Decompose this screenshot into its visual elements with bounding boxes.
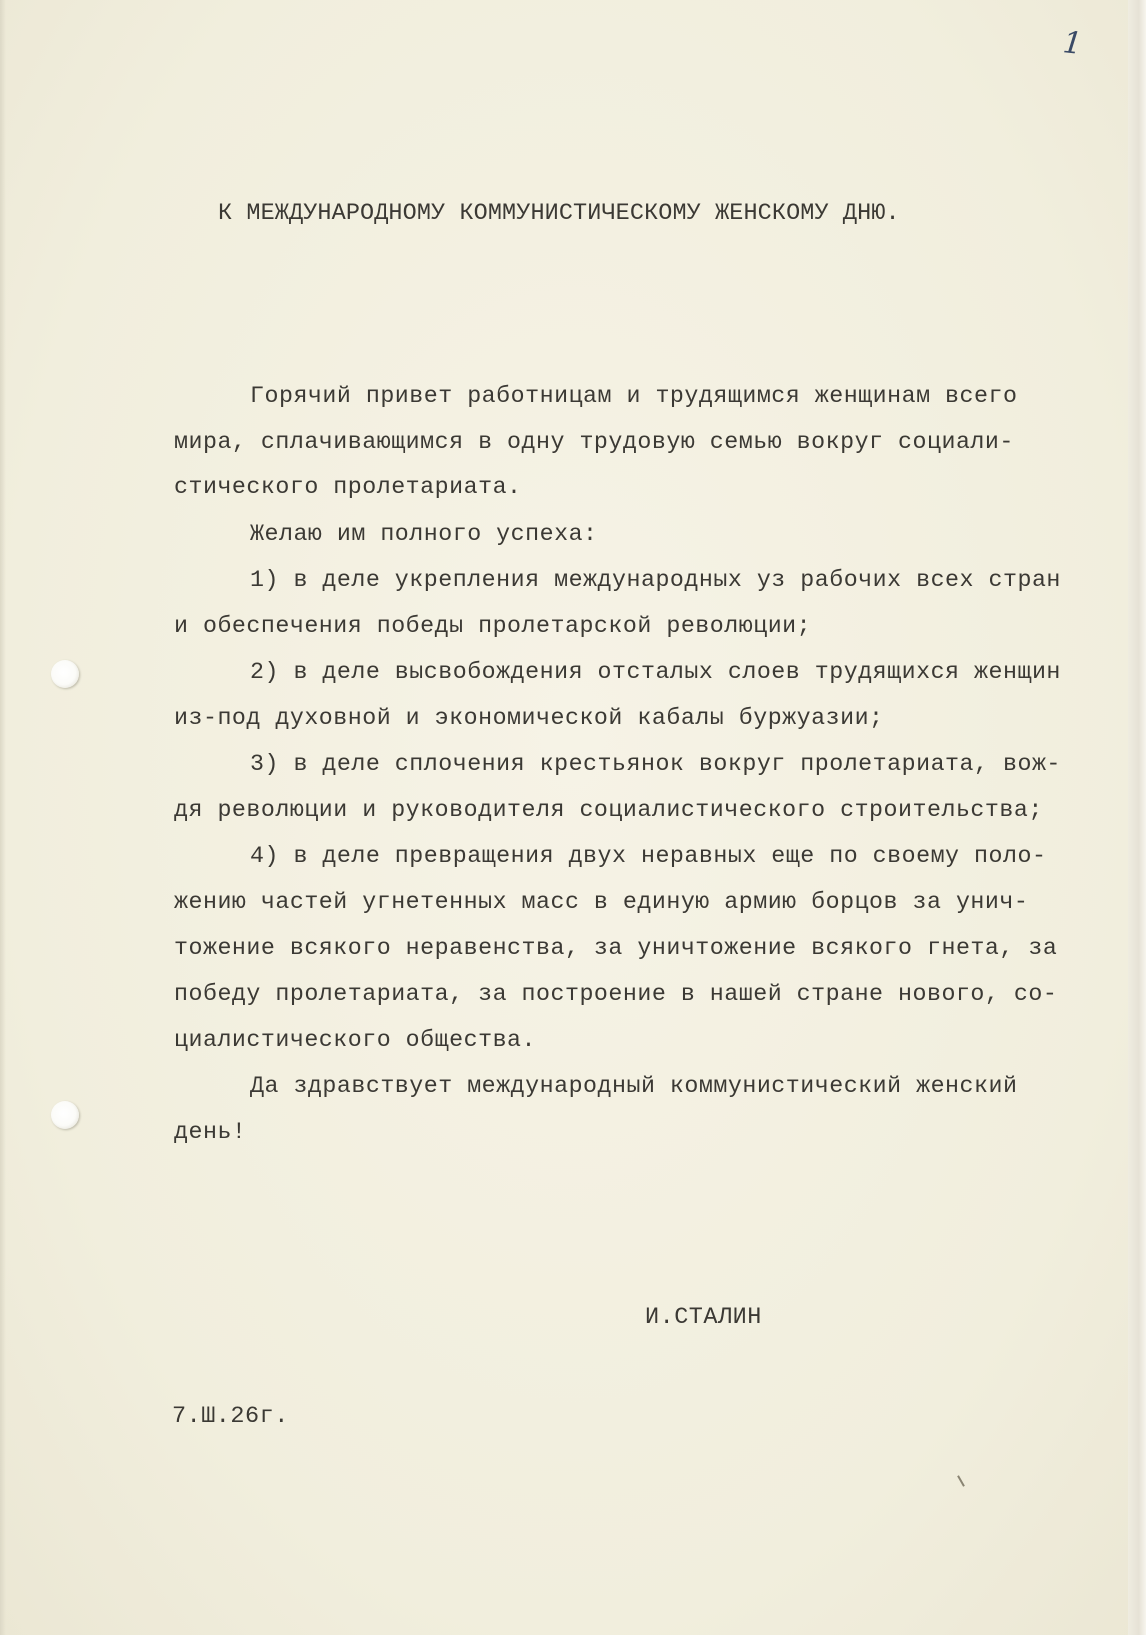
punch-hole [51, 1101, 79, 1129]
list-item-3-line-2: дя революции и руководителя социалистического строительства; [174, 797, 1043, 823]
list-item-4-line-2: жению частей угнетенных масс в единую армию борцов за унич- [174, 889, 1029, 915]
handwritten-page-number: 1 [1061, 25, 1084, 62]
body-line: стического пролетариата. [174, 474, 522, 500]
page-edge-shadow [0, 0, 6, 1635]
punch-hole [51, 660, 79, 688]
signature: И.СТАЛИН [645, 1304, 762, 1331]
closing-line-2: день! [174, 1119, 247, 1145]
list-item-4-line-5: циалистического общества. [174, 1027, 537, 1053]
list-item-1-line-1: 1) в деле укрепления международных уз рабочих всех стран [250, 567, 1061, 593]
list-item-3-line-1: 3) в деле сплочения крестьянок вокруг пролетариата, вож- [250, 751, 1061, 777]
list-item-4-line-4: победу пролетариата, за построение в нашей стране нового, со- [174, 981, 1058, 1007]
document-title: К МЕЖДУНАРОДНОМУ КОММУНИСТИЧЕСКОМУ ЖЕНСКОМУ ДНЮ. [218, 200, 900, 227]
body-line: Горячий привет работницам и трудящимся женщинам всего [250, 383, 1018, 409]
body-line: мира, сплачивающимся в одну трудовую семью вокруг социали- [174, 429, 1014, 455]
document-date: 7.Ш.26г. [172, 1403, 289, 1430]
body-line: Желаю им полного успеха: [250, 521, 598, 547]
pencil-mark [957, 1475, 965, 1486]
list-item-4-line-1: 4) в деле превращения двух неравных еще по своему поло- [250, 843, 1047, 869]
list-item-1-line-2: и обеспечения победы пролетарской революции; [174, 613, 812, 639]
list-item-2-line-1: 2) в деле высвобождения отсталых слоев трудящихся женщин [250, 659, 1061, 685]
list-item-2-line-2: из-под духовной и экономической кабалы буржуазии; [174, 705, 884, 731]
list-item-4-line-3: тожение всякого неравенства, за уничтожение всякого гнета, за [174, 935, 1058, 961]
closing-line-1: Да здравствует международный коммунистический женский [250, 1073, 1018, 1099]
page-right-edge [1128, 0, 1146, 1635]
